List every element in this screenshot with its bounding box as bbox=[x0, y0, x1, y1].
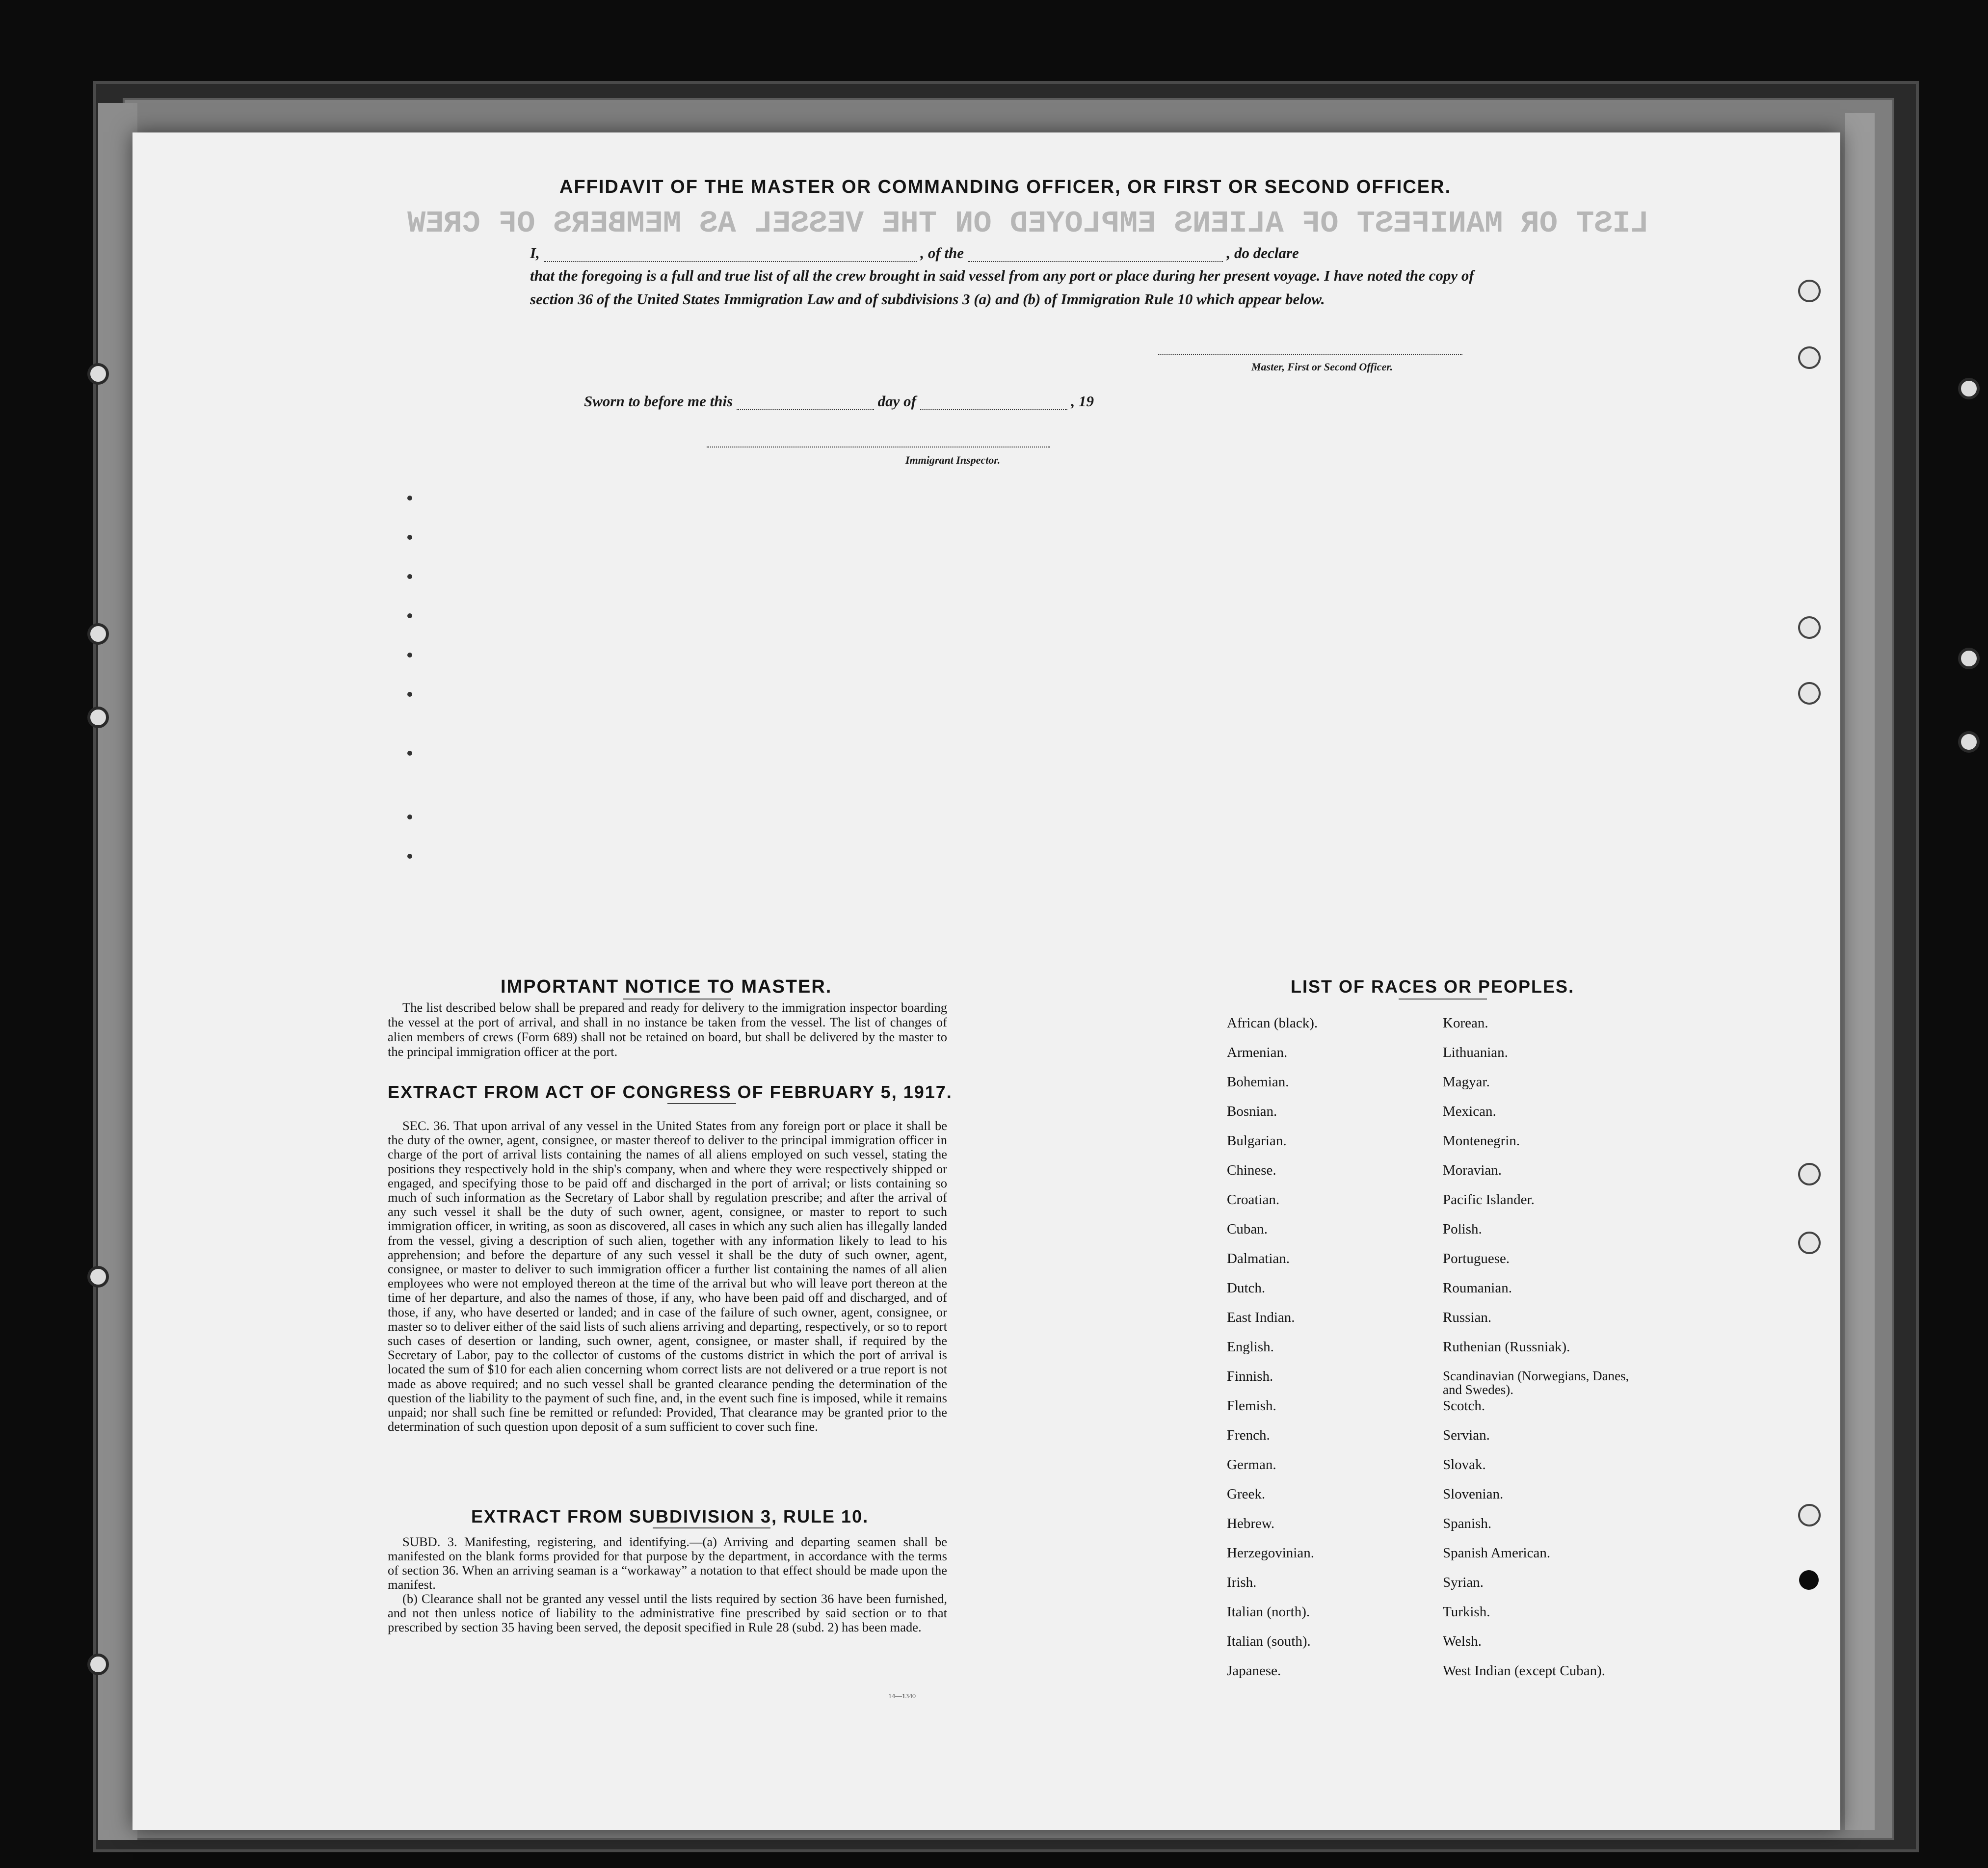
race-item: Herzegovinian. bbox=[1227, 1545, 1314, 1561]
extract-rule-body bbox=[388, 1535, 947, 1634]
name-blank[interactable] bbox=[544, 261, 917, 262]
inspector-label: Immigrant Inspector. bbox=[905, 454, 1001, 466]
bleed-mark bbox=[407, 815, 412, 819]
race-item: Moravian. bbox=[1443, 1162, 1502, 1178]
races-underline bbox=[1399, 999, 1487, 1000]
race-item: Bulgarian. bbox=[1227, 1133, 1287, 1149]
extract-act-body: SEC. 36. That upon arrival of any vessel in the United States from any foreign port or place it shall be the duty of the owner, agent, consignee, or master thereof to deliver to the principal immigration officer in charge of the port of arrival lists containing the names of all aliens employed on such vessel, stating the positions they respectively hold in the ship's company, when and where they were respectively shipped or engaged, and specifying those to be paid off and discharged in the port of arrival; or lists containing so much of such information as the Secretary of Labor shall by regulation prescribe; and after the arrival of any such vessel it shall be the duty of such owner, agent, consignee, or master to report to such immigration officer, in writing, as soon as discovered, all cases in which any such alien has illegally landed from the vessel, giving a description of such alien, together with any information likely to lead to his apprehension; and before the departure of any such vessel it shall be the duty of such owner, agent, consignee, or master to deliver to such immigration officer a further list containing the names of all alien employees who were not employed thereon at the time of the arrival but who will leave port thereon at the time of her departure, and also the names of those, if any, who have been paid off and discharged, and of those, if any, who have deserted or landed; and in case of the failure of such owner, agent, consignee, or master so to deliver either of the said lists of such aliens arriving and departing, respectively, or so to report such cases of desertion or landing, such owner, agent, consignee, or master shall, if required by the Secretary of Labor, pay to the collector of customs of the customs district in which the port of arrival is located the sum of $10 for each alien concerning whom correct lists are not delivered or a true report is not made as above required; and no such vessel shall be granted clearance pending the determination of the question of the liability to the payment of such fine, and, in the event such fine is imposed, while it remains unpaid; nor shall such fine be remitted or refunded: Provided, That clearance may be granted prior to the determination of such question upon deposit of a sum sufficient to cover such fine. bbox=[388, 1118, 947, 1434]
notice-title: IMPORTANT NOTICE TO MASTER. bbox=[501, 976, 832, 997]
race-item: Greek. bbox=[1227, 1486, 1266, 1502]
race-item: Spanish. bbox=[1443, 1516, 1492, 1531]
affidavit-of: , of the bbox=[920, 244, 964, 262]
document-page bbox=[133, 132, 1840, 1830]
race-item: Welsh. bbox=[1443, 1633, 1482, 1649]
race-item: Korean. bbox=[1443, 1015, 1488, 1031]
punch-hole bbox=[1798, 346, 1821, 369]
race-item: Servian. bbox=[1443, 1427, 1490, 1443]
affidavit-title: AFFIDAVIT OF THE MASTER OR COMMANDING OFFICER, OR FIRST OR SECOND OFFICER. bbox=[559, 177, 1452, 197]
master-signature-line[interactable] bbox=[1158, 354, 1462, 355]
bleed-mark bbox=[407, 496, 412, 500]
race-item: Magyar. bbox=[1443, 1074, 1490, 1090]
race-item: Turkish. bbox=[1443, 1604, 1490, 1620]
race-item: Slovenian. bbox=[1443, 1486, 1504, 1502]
races-left-column bbox=[1227, 1016, 1318, 1693]
extract-rule-title: EXTRACT FROM SUBDIVISION 3, RULE 10. bbox=[471, 1506, 869, 1526]
punch-hole bbox=[1798, 280, 1821, 302]
binder-rivet bbox=[87, 363, 109, 385]
race-item: Bosnian. bbox=[1227, 1104, 1277, 1119]
race-item: Armenian. bbox=[1227, 1045, 1288, 1060]
affidavit-declare: , do declare bbox=[1226, 244, 1299, 262]
race-item: Syrian. bbox=[1443, 1575, 1484, 1590]
race-item: Scandinavian (Norwegians, Danes, and Swedes). bbox=[1443, 1368, 1629, 1397]
race-item: Spanish American. bbox=[1443, 1545, 1551, 1561]
bleed-mark bbox=[407, 613, 412, 618]
sworn-day: day of bbox=[877, 393, 916, 410]
bleed-mark bbox=[407, 574, 412, 579]
affidavit-body: that the foregoing is a full and true list of all the crew brought in said vessel from any port or place during her present voyage. I have noted the copy of section 36 of the United States Immigration Law and of subdivisions 3 (a) and (b) of Immigration Rule 10 which appear below. bbox=[530, 267, 1474, 308]
race-item: African (black). bbox=[1227, 1015, 1318, 1031]
binder-rivet bbox=[87, 707, 109, 728]
race-item: Mexican. bbox=[1443, 1104, 1496, 1119]
race-item: East Indian. bbox=[1227, 1310, 1295, 1325]
race-item: Irish. bbox=[1227, 1575, 1257, 1590]
race-item: Montenegrin. bbox=[1443, 1133, 1520, 1149]
left-page-edge bbox=[98, 103, 137, 1840]
affidavit-line-1 bbox=[530, 244, 1299, 262]
race-item: Roumanian. bbox=[1443, 1280, 1512, 1296]
race-item: Bohemian. bbox=[1227, 1074, 1289, 1090]
binder-rivet bbox=[1958, 731, 1980, 753]
punch-hole bbox=[1798, 1504, 1821, 1526]
binder-rivet bbox=[87, 1266, 109, 1288]
sworn-prefix: Sworn to before me this bbox=[584, 393, 733, 410]
race-item: Croatian. bbox=[1227, 1192, 1280, 1208]
extract-act-underline bbox=[667, 1103, 736, 1104]
race-item: Slovak. bbox=[1443, 1457, 1486, 1473]
binder-rivet bbox=[87, 623, 109, 645]
binder-rivet bbox=[1958, 648, 1980, 669]
race-item: German. bbox=[1227, 1457, 1276, 1473]
binder-rivet bbox=[1958, 378, 1980, 399]
race-item: Lithuanian. bbox=[1443, 1045, 1508, 1060]
race-item: Polish. bbox=[1443, 1221, 1482, 1237]
races-title: LIST OF RACES OR PEOPLES. bbox=[1291, 976, 1575, 997]
race-item: Japanese. bbox=[1227, 1663, 1281, 1679]
race-item: West Indian (except Cuban). bbox=[1443, 1663, 1606, 1679]
affidavit-prefix: I, bbox=[530, 244, 540, 262]
race-item: French. bbox=[1227, 1427, 1270, 1443]
race-item: English. bbox=[1227, 1339, 1274, 1355]
races-right-column bbox=[1443, 1016, 1649, 1693]
race-item: Portuguese. bbox=[1443, 1251, 1510, 1266]
race-item: Pacific Islander. bbox=[1443, 1192, 1535, 1208]
race-item: Italian (north). bbox=[1227, 1604, 1310, 1620]
extract-rule-underline bbox=[653, 1527, 770, 1528]
race-item: Flemish. bbox=[1227, 1398, 1276, 1414]
master-signature-label: Master, First or Second Officer. bbox=[1251, 361, 1393, 373]
sworn-year: , 19 bbox=[1071, 393, 1094, 410]
bleed-mark bbox=[407, 653, 412, 658]
bleed-mark bbox=[407, 854, 412, 859]
notice-underline bbox=[623, 999, 731, 1000]
punch-hole bbox=[1798, 1232, 1821, 1254]
punch-hole bbox=[1799, 1570, 1819, 1590]
sworn-date-blank[interactable] bbox=[737, 409, 874, 410]
binder-rivet bbox=[87, 1654, 109, 1675]
rule-paragraph-b: (b) Clearance shall not be granted any vessel until the lists required by section 36 have been furnished, and not then unless notice of liability to the administrative fine prescribed by said section or to that prescribed by section 35 having been served, the deposit specified in Rule 28 (subd. 2) has been made. bbox=[388, 1591, 947, 1634]
race-item: Hebrew. bbox=[1227, 1516, 1275, 1531]
rule-paragraph-a: SUBD. 3. Manifesting, registering, and identifying.—(a) Arriving and departing seamen shall be manifested on the blank forms provided for that purpose by the department, in accordance with the terms of section 36. When an arriving seaman is a “workaway” a notation to that effect should be made upon the manifest. bbox=[388, 1534, 947, 1592]
vessel-blank[interactable] bbox=[968, 261, 1223, 262]
bleed-mark bbox=[407, 535, 412, 540]
punch-hole bbox=[1798, 682, 1821, 705]
race-item: Italian (south). bbox=[1227, 1633, 1311, 1649]
punch-hole bbox=[1798, 1163, 1821, 1185]
punch-hole bbox=[1798, 616, 1821, 639]
form-number: 14—1340 bbox=[888, 1693, 916, 1700]
race-item: Finnish. bbox=[1227, 1368, 1273, 1384]
race-item: Chinese. bbox=[1227, 1162, 1276, 1178]
right-page-edge bbox=[1845, 113, 1875, 1830]
bleed-through-title: LIST OR MANIFEST OF ALIENS EMPLOYED ON THE VESSEL AS MEMBERS OF CREW bbox=[407, 206, 1649, 241]
notice-body: The list described below shall be prepared and ready for delivery to the immigration inspector boarding the vessel at the port of arrival, and shall in no instance be taken from the vessel. The list of changes of alien members of crews (Form 689) shall not be retained on board, but shall be delivered by the master to the principal immigration officer at the port. bbox=[388, 1000, 947, 1059]
sworn-month-blank[interactable] bbox=[920, 409, 1067, 410]
race-item: Dutch. bbox=[1227, 1280, 1266, 1296]
race-item: Russian. bbox=[1443, 1310, 1492, 1325]
bleed-mark bbox=[407, 692, 412, 697]
sworn-line bbox=[584, 393, 1094, 410]
race-item: Scotch. bbox=[1443, 1398, 1485, 1414]
bleed-mark bbox=[407, 751, 412, 756]
race-item: Dalmatian. bbox=[1227, 1251, 1290, 1266]
extract-act-title: EXTRACT FROM ACT OF CONGRESS OF FEBRUARY 5, 1917. bbox=[388, 1082, 953, 1102]
race-item: Cuban. bbox=[1227, 1221, 1268, 1237]
race-item: Ruthenian (Russniak). bbox=[1443, 1339, 1570, 1355]
